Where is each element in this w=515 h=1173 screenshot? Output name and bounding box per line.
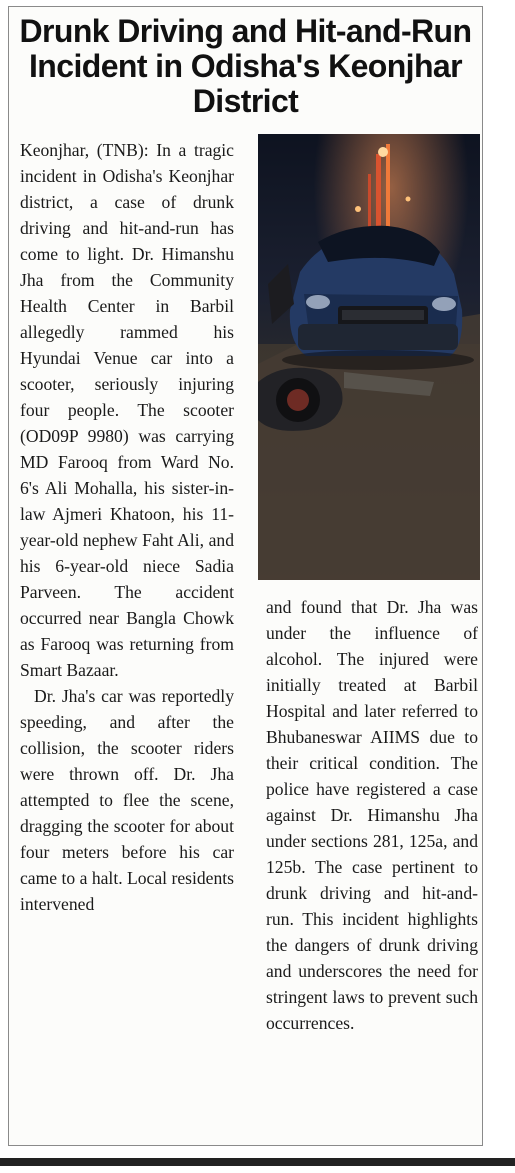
article-paragraph-2: Dr. Jha's car was reportedly speeding, and after the collision, the scooter riders were thrown off. Dr. Jha attempted to flee the scene, dragging the scooter for about four meters before his car came to a halt. Local residents intervened bbox=[20, 686, 234, 914]
article-column-left bbox=[20, 137, 234, 917]
page-bottom-rule bbox=[0, 1158, 515, 1166]
article-paragraph-3: and found that Dr. Jha was under the influence of alcohol. The injured were initially treated at Barbil Hospital and later referred to Bhubaneswar AIIMS due to their critical condition. The police have registered a case against Dr. Himanshu Jha under sections 281, 125a, and 125b. The case pertinent to drunk driving and hit-and-run. This incident highlights the dangers of drunk driving and underscores the need for stringent laws to prevent such occurrences. bbox=[266, 597, 478, 1033]
accident-photo bbox=[258, 134, 480, 580]
article-column-right bbox=[266, 594, 478, 1036]
article-paragraph-1: Keonjhar, (TNB): In a tragic incident in Odisha's Keonjhar district, a case of drunk driving and hit-and-run has come to light. Dr. Himanshu Jha from the Community Health Center in Barbil allegedly rammed his Hyundai Venue car into a scooter, seriously injuring four people. The scooter (OD09P 9980) was carrying MD Farooq from Ward No. 6's Ali Mohalla, his sister-in-law Ajmeri Khatoon, his 11-year-old nephew Faht Ali, and his 6-year-old niece Sadia Parveen. The accident occurred near Bangla Chowk as Farooq was returning from Smart Bazaar. bbox=[20, 140, 234, 680]
article-headline: Drunk Driving and Hit-and-Run Incident in Odisha's Keonjhar District bbox=[19, 13, 472, 119]
